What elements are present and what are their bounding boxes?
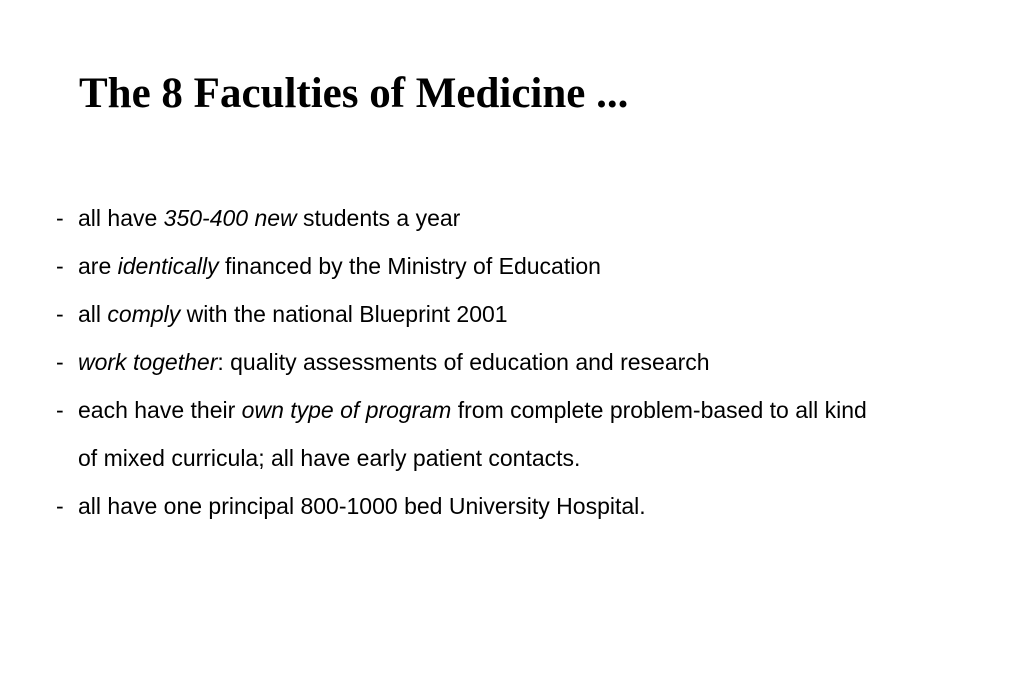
bullet-emphasis: identically bbox=[117, 253, 219, 279]
bullet-emphasis: own type of program bbox=[241, 397, 452, 423]
bullet-emphasis: comply bbox=[107, 301, 181, 327]
bullet-text: all bbox=[78, 301, 108, 327]
bullet-item bbox=[56, 386, 867, 434]
bullet-emphasis: work together bbox=[78, 349, 218, 375]
bullet-text: from complete problem-based to all kind bbox=[451, 397, 867, 423]
bullet-text: with the national Blueprint 2001 bbox=[180, 301, 508, 327]
bullet-item bbox=[56, 290, 867, 338]
bullet-dash: - bbox=[56, 349, 64, 375]
bullet-text: financed by the Ministry of Education bbox=[218, 253, 601, 279]
bullet-dash: - bbox=[56, 301, 64, 327]
bullet-emphasis: 350-400 new bbox=[163, 205, 297, 231]
bullet-dash: - bbox=[56, 493, 64, 519]
bullet-list bbox=[56, 194, 867, 530]
bullet-dash: - bbox=[56, 397, 64, 423]
bullet-item bbox=[56, 482, 867, 530]
slide-title: The 8 Faculties of Medicine ... bbox=[79, 70, 629, 117]
bullet-text: all have one principal 800-1000 bed University Hospital. bbox=[78, 493, 646, 519]
bullet-item bbox=[56, 194, 867, 242]
bullet-text: each have their bbox=[78, 397, 242, 423]
bullet-text: are bbox=[78, 253, 118, 279]
bullet-text: of mixed curricula; all have early patient contacts. bbox=[78, 445, 581, 471]
bullet-item bbox=[56, 338, 867, 386]
bullet-dash: - bbox=[56, 253, 64, 279]
bullet-continuation bbox=[56, 434, 867, 482]
bullet-text: all have bbox=[78, 205, 164, 231]
bullet-text: students a year bbox=[296, 205, 461, 231]
bullet-item bbox=[56, 242, 867, 290]
bullet-dash: - bbox=[56, 205, 64, 231]
bullet-text: : quality assessments of education and research bbox=[217, 349, 710, 375]
